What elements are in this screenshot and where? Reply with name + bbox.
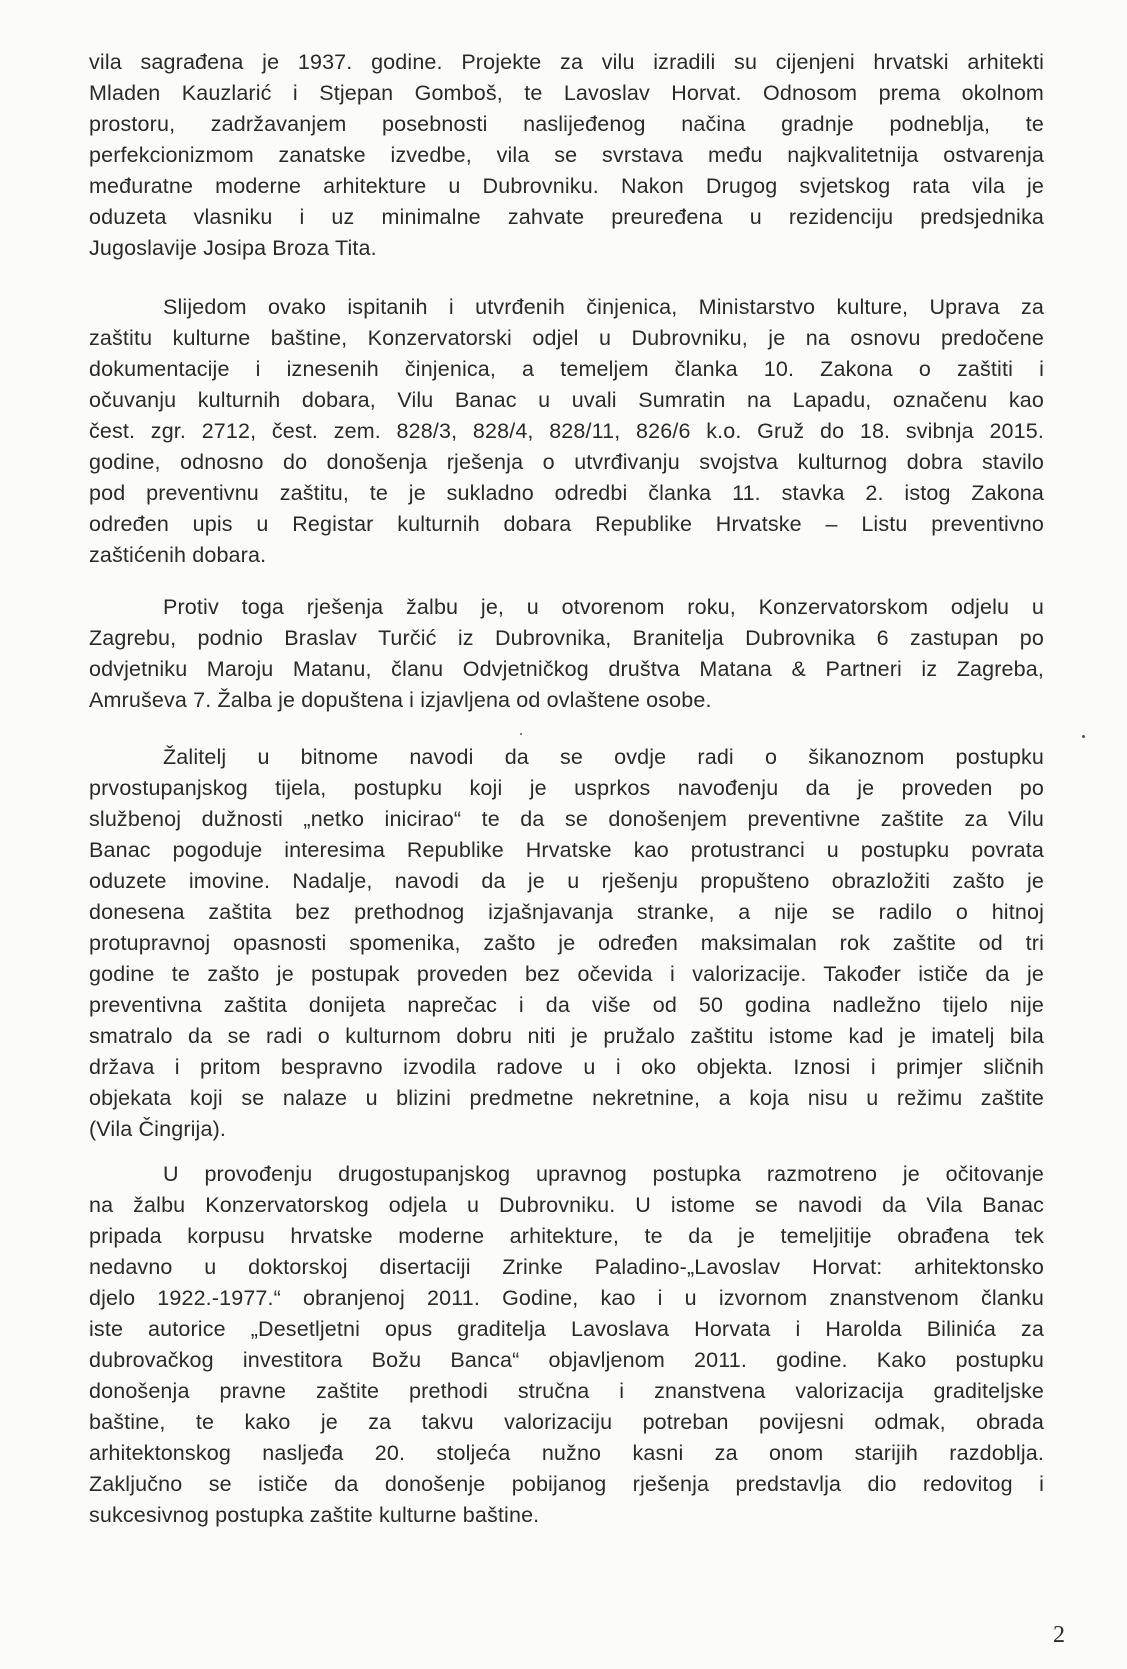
text-line: objekata koji se nalaze u blizini predmetne nekretnine, a koja nisu u režimu zaštite bbox=[89, 1086, 1044, 1110]
text-line: Zagrebu, podnio Braslav Turčić iz Dubrovnika, Branitelja Dubrovnika 6 zastupan po bbox=[89, 626, 1044, 650]
text-line: pripada korpusu hrvatske moderne arhitekture, te da je temeljitije obrađena tek bbox=[89, 1224, 1044, 1248]
text-line: Zaključno se ističe da donošenje pobijanog rješenja predstavlja dio redovitog i bbox=[89, 1472, 1044, 1496]
text-line: država i pritom bespravno izvodila radove u i oko objekta. Iznosi i primjer sličnih bbox=[89, 1055, 1044, 1079]
text-line: odvjetniku Maroju Matanu, članu Odvjetničkog društva Matana & Partneri iz Zagreba, bbox=[89, 657, 1044, 681]
text-line: sukcesivnog postupka zaštite kulturne baštine. bbox=[89, 1503, 540, 1527]
scan-speck bbox=[1082, 735, 1085, 738]
paragraph-2 bbox=[89, 292, 1044, 571]
paragraph-4 bbox=[89, 742, 1044, 1145]
text-line: prvostupanjskog tijela, postupku koji je usprkos navođenju da je proveden po bbox=[89, 776, 1044, 800]
text-line: (Vila Čingrija). bbox=[89, 1117, 227, 1141]
text-line: dokumentacije i iznesenih činjenica, a temeljem članka 10. Zakona o zaštiti i bbox=[89, 357, 1044, 381]
paragraph-5 bbox=[89, 1159, 1044, 1531]
paragraph-3 bbox=[89, 592, 1044, 716]
text-line: nedavno u doktorskoj disertaciji Zrinke Paladino-„Lavoslav Horvat: arhitektonsko bbox=[89, 1255, 1044, 1279]
text-line: godine te zašto je postupak proveden bez očevida i valorizacije. Također ističe da je bbox=[89, 962, 1044, 986]
text-line: Protiv toga rješenja žalbu je, u otvorenom roku, Konzervatorskom odjelu u bbox=[163, 595, 1044, 619]
text-line: iste autorice „Desetljetni opus graditelja Lavoslava Horvata i Harolda Bilinića za bbox=[89, 1317, 1044, 1341]
text-line: donošenja pravne zaštite prethodi stručna i znanstvena valorizacija graditeljske bbox=[89, 1379, 1044, 1403]
text-line: oduzete imovine. Nadalje, navodi da je u rješenju propušteno obrazložiti zašto je bbox=[89, 869, 1044, 893]
text-line: arhitektonskog nasljeđa 20. stoljeća nužno kasni za onom starijih razdoblja. bbox=[89, 1441, 1044, 1465]
text-line: Mladen Kauzlarić i Stjepan Gomboš, te Lavoslav Horvat. Odnosom prema okolnom bbox=[89, 81, 1044, 105]
text-line: dubrovačkog investitora Božu Banca“ objavljenom 2011. godine. Kako postupku bbox=[89, 1348, 1044, 1372]
text-line: baštine, te kako je za takvu valorizaciju potreban povijesni odmak, obrada bbox=[89, 1410, 1044, 1434]
text-line: Slijedom ovako ispitanih i utvrđenih činjenica, Ministarstvo kulture, Uprava za bbox=[163, 295, 1044, 319]
page-number: 2 bbox=[1053, 1622, 1065, 1648]
text-line: perfekcionizmom zanatske izvedbe, vila se svrstava među najkvalitetnija ostvarenja bbox=[89, 143, 1044, 167]
text-line: oduzeta vlasniku i uz minimalne zahvate preuređena u rezidenciju predsjednika bbox=[89, 205, 1044, 229]
scan-speck bbox=[520, 733, 522, 735]
text-line: smatralo da se radi o kulturnom dobru niti je pružalo zaštitu istome kad je imatelj bila bbox=[89, 1024, 1044, 1048]
text-line: vila sagrađena je 1937. godine. Projekte za vilu izradili su cijenjeni hrvatski arhitekti bbox=[89, 50, 1044, 74]
text-line: Jugoslavije Josipa Broza Tita. bbox=[89, 236, 377, 260]
text-line: međuratne moderne arhitekture u Dubrovniku. Nakon Drugog svjetskog rata vila je bbox=[89, 174, 1044, 198]
text-line: djelo 1922.-1977.“ obranjenoj 2011. Godine, kao i u izvornom znanstvenom članku bbox=[89, 1286, 1044, 1310]
text-line: pod preventivnu zaštitu, te je sukladno odredbi članka 11. stavka 2. istog Zakona bbox=[89, 481, 1044, 505]
text-line: zaštitu kulturne baštine, Konzervatorski odjel u Dubrovniku, je na osnovu predočene bbox=[89, 326, 1044, 350]
text-line: protupravnoj opasnosti spomenika, zašto je određen maksimalan rok zaštite od tri bbox=[89, 931, 1044, 955]
text-line: U provođenju drugostupanjskog upravnog postupka razmotreno je očitovanje bbox=[163, 1162, 1044, 1186]
text-line: Amruševa 7. Žalba je dopuštena i izjavljena od ovlaštene osobe. bbox=[89, 688, 712, 712]
text-line: Žalitelj u bitnome navodi da se ovdje radi o šikanoznom postupku bbox=[163, 745, 1044, 769]
paragraph-1 bbox=[89, 47, 1044, 264]
text-line: određen upis u Registar kulturnih dobara Republike Hrvatske – Listu preventivno bbox=[89, 512, 1044, 536]
text-line: službenoj dužnosti „netko inicirao“ te da se donošenjem preventivne zaštite za Vilu bbox=[89, 807, 1044, 831]
text-line: zaštićenih dobara. bbox=[89, 543, 267, 567]
text-line: godine, odnosno do donošenja rješenja o utvrđivanju svojstva kulturnog dobra stavilo bbox=[89, 450, 1044, 474]
text-line: očuvanju kulturnih dobara, Vilu Banac u uvali Sumratin na Lapadu, označenu kao bbox=[89, 388, 1044, 412]
text-line: čest. zgr. 2712, čest. zem. 828/3, 828/4, 828/11, 826/6 k.o. Gruž do 18. svibnja 2015. bbox=[89, 419, 1044, 443]
text-line: donesena zaštita bez prethodnog izjašnjavanja stranke, a nije se radilo o hitnoj bbox=[89, 900, 1044, 924]
text-line: na žalbu Konzervatorskog odjela u Dubrovniku. U istome se navodi da Vila Banac bbox=[89, 1193, 1044, 1217]
text-line: Banac pogoduje interesima Republike Hrvatske kao protustranci u postupku povrata bbox=[89, 838, 1044, 862]
text-line: prostoru, zadržavanjem posebnosti naslijeđenog načina gradnje podneblja, te bbox=[89, 112, 1044, 136]
text-line: preventivna zaštita donijeta naprečac i da više od 50 godina nadležno tijelo nije bbox=[89, 993, 1044, 1017]
